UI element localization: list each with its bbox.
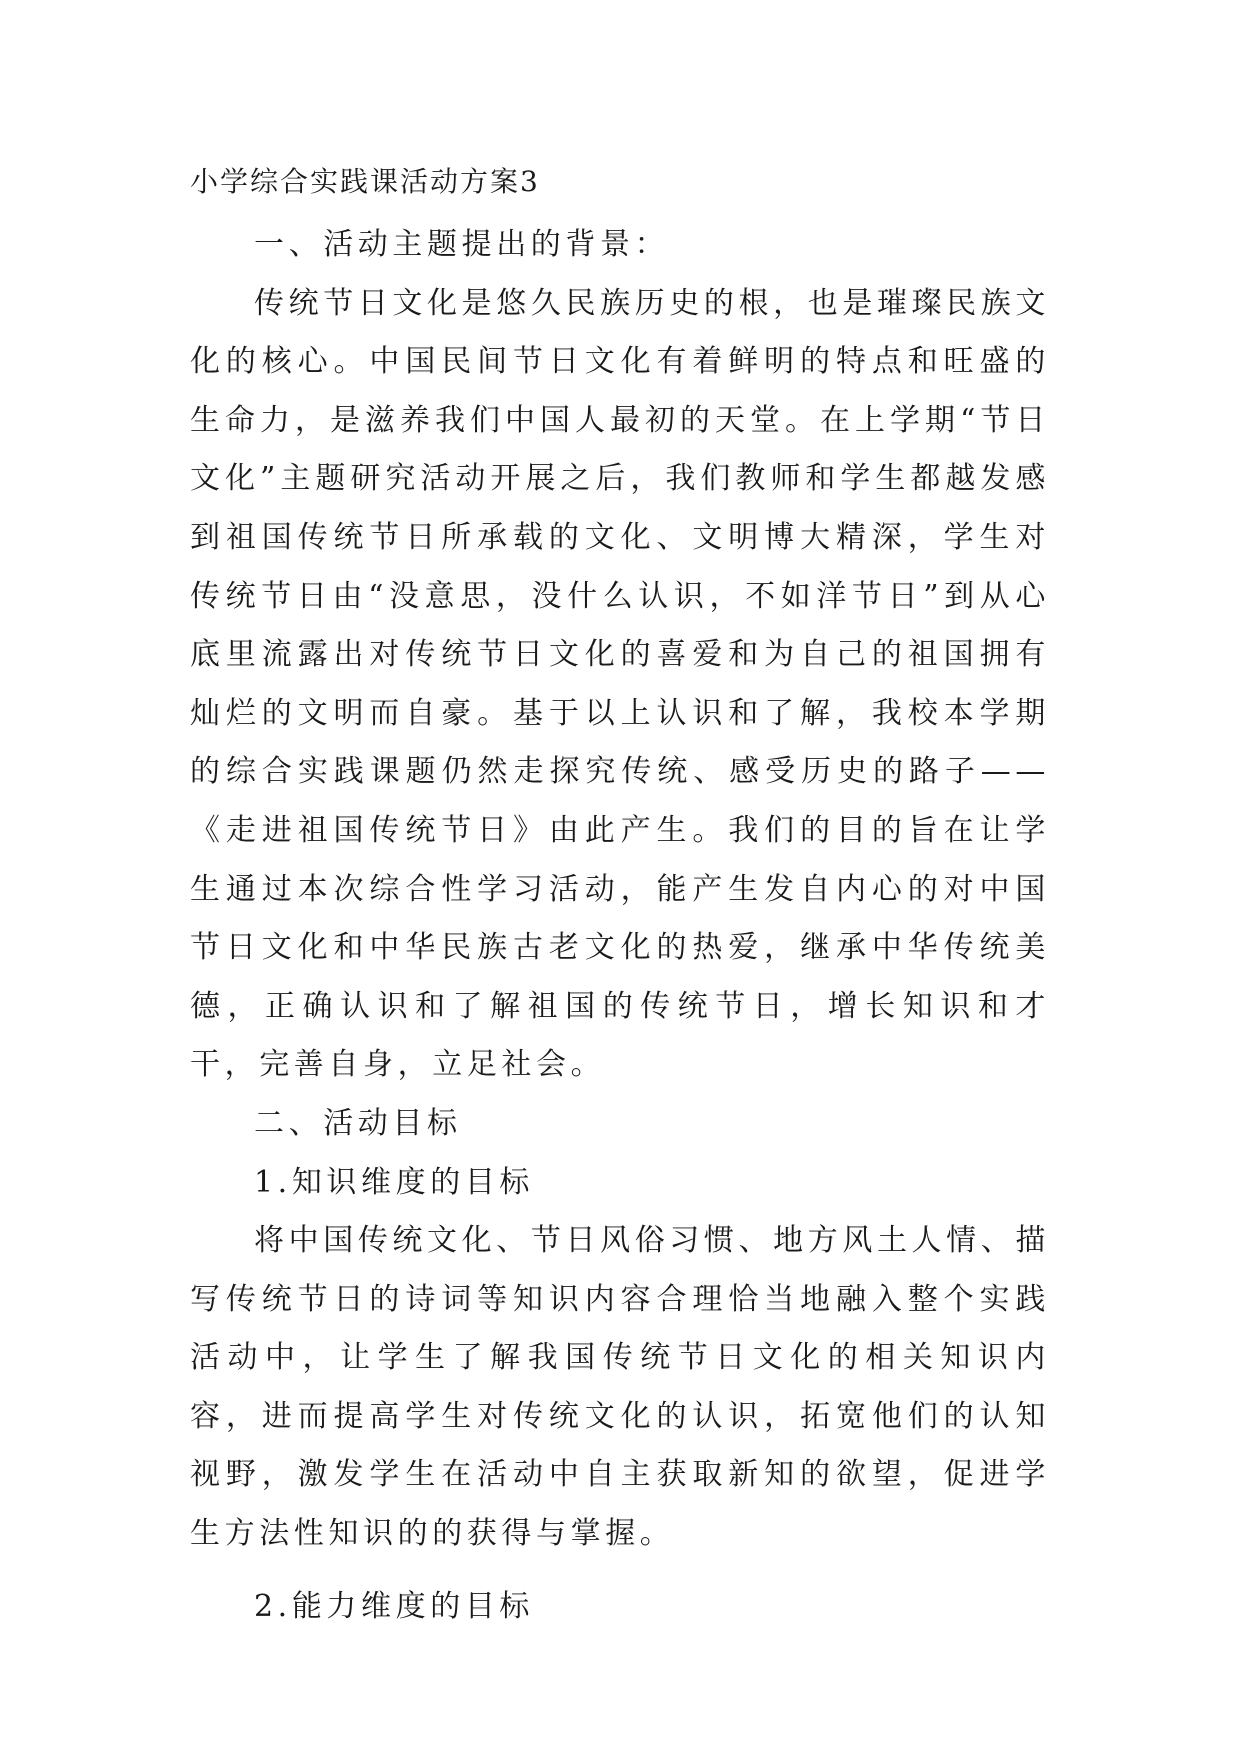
subheading-ability-goals: 2.能力维度的目标	[254, 1588, 535, 1624]
section-heading-background: 一、活动主题提出的背景：	[254, 227, 670, 262]
paragraph-knowledge-goals: 将中国传统文化、节日风俗习惯、地方风土人情、描写传统节日的诗词等知识内容合理恰当地融入整个实践活动中，让学生了解我国传统节日文化的相关知识内容，进而提高学生对传统文化的认识，拓宽他们的认知视野，激发学生在活动中自主获取新知的欲望，促进学生方法性知识的的获得与掌握。	[190, 1223, 1050, 1552]
subheading-knowledge-goals: 1.知识维度的目标	[254, 1164, 535, 1200]
document-body	[190, 216, 1050, 1636]
paragraph-background: 传统节日文化是悠久民族历史的根，也是璀璨民族文化的核心。中国民间节日文化有着鲜明的特点和旺盛的生命力，是滋养我们中国人最初的天堂。在上学期“节日文化”主题研究活动开展之后，我们教师和学生都越发感到祖国传统节日所承载的文化、文明博大精深，学生对传统节日由“没意思，没什么认识，不如洋节日”到从心底里流露出对传统节日文化的喜爱和为自己的祖国拥有灿烂的文明而自豪。基于以上认识和了解，我校本学期的综合实践课题仍然走探究传统、感受历史的路子——《走进祖国传统节日》由此产生。我们的目的旨在让学生通过本次综合性学习活动，能产生发自内心的对中国节日文化和中华民族古老文化的热爱，继承中华传统美德，正确认识和了解祖国的传统节日，增长知识和才干，完善自身，立足社会。	[190, 285, 1050, 1083]
section-heading-goals: 二、活动目标	[254, 1105, 462, 1141]
document-title: 小学综合实践课活动方案3	[190, 165, 540, 198]
